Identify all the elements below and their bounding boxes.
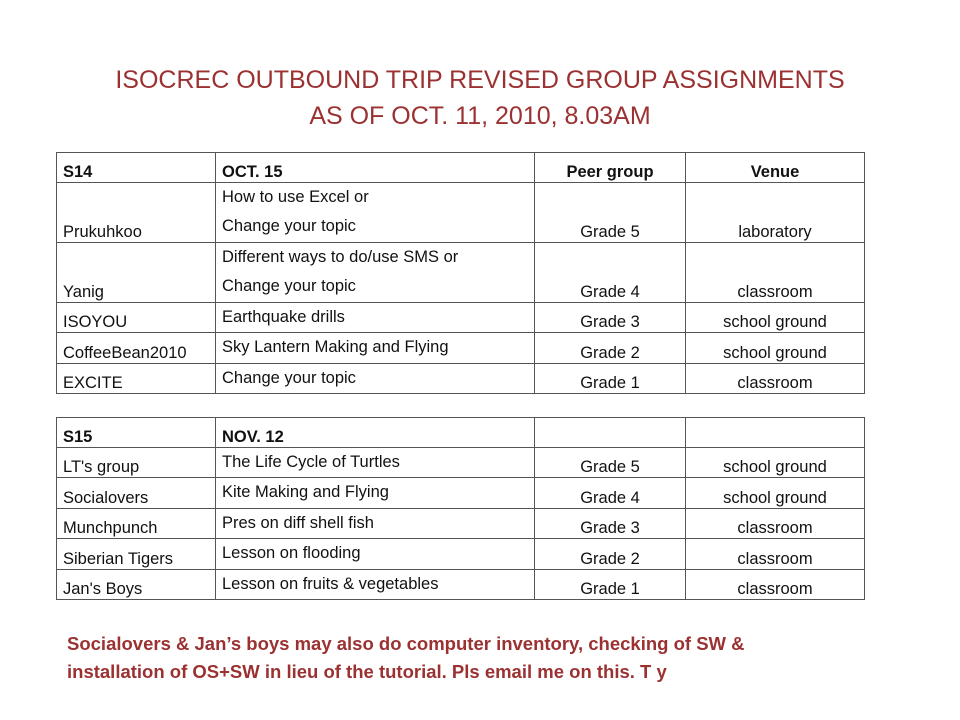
title-line-2: AS OF OCT. 11, 2010, 8.03AM <box>309 102 651 130</box>
table-row <box>57 363 865 394</box>
header-session: S14 <box>57 153 216 183</box>
header-peer-group: Peer group <box>535 153 686 183</box>
topic-cell <box>216 242 535 302</box>
page-title <box>20 62 940 134</box>
venue-cell: school ground <box>686 333 865 364</box>
header-venue <box>686 418 865 448</box>
topic-line: Lesson on flooding <box>222 544 361 562</box>
peer-group-cell: Grade 5 <box>535 182 686 242</box>
topic-cell <box>216 447 535 478</box>
group-name-cell: Prukuhkoo <box>57 182 216 242</box>
s15-assignments-table <box>56 417 865 600</box>
header-peer-group <box>535 418 686 448</box>
venue-cell: classroom <box>686 363 865 394</box>
topic-line: Lesson on fruits & vegetables <box>222 574 439 593</box>
table-row <box>57 508 865 539</box>
venue-cell: classroom <box>686 508 865 539</box>
topic-line: Earthquake drills <box>222 307 345 326</box>
header-date: NOV. 12 <box>216 418 535 448</box>
venue-cell: school ground <box>686 447 865 478</box>
group-name-cell: CoffeeBean2010 <box>57 333 216 364</box>
topic-cell <box>216 539 535 570</box>
table-row <box>57 447 865 478</box>
table-row <box>57 539 865 570</box>
topic-line: Change your topic <box>222 217 356 235</box>
topic-line: Pres on diff shell fish <box>222 513 374 532</box>
group-name-cell: Siberian Tigers <box>57 539 216 570</box>
venue-cell: classroom <box>686 569 865 600</box>
topic-cell <box>216 569 535 600</box>
topic-cell <box>216 302 535 333</box>
group-name-cell: Yanig <box>57 242 216 302</box>
peer-group-cell: Grade 2 <box>535 539 686 570</box>
peer-group-cell: Grade 1 <box>535 569 686 600</box>
table-row <box>57 242 865 302</box>
topic-line: Change your topic <box>222 368 356 387</box>
venue-cell: classroom <box>686 242 865 302</box>
group-name-cell: LT's group <box>57 447 216 478</box>
group-name-cell: Socialovers <box>57 478 216 509</box>
peer-group-cell: Grade 3 <box>535 302 686 333</box>
header-date: OCT. 15 <box>216 153 535 183</box>
peer-group-cell: Grade 4 <box>535 478 686 509</box>
table-header-row <box>57 418 865 448</box>
venue-cell: school ground <box>686 302 865 333</box>
table-row <box>57 333 865 364</box>
topic-line: The Life Cycle of Turtles <box>222 452 400 471</box>
peer-group-cell: Grade 4 <box>535 242 686 302</box>
table-row <box>57 182 865 242</box>
topic-line: Kite Making and Flying <box>222 483 389 501</box>
topic-line: Different ways to do/use SMS or <box>222 247 459 266</box>
peer-group-cell: Grade 2 <box>535 333 686 364</box>
peer-group-cell: Grade 5 <box>535 447 686 478</box>
group-name-cell: ISOYOU <box>57 302 216 333</box>
group-name-cell: Jan's Boys <box>57 569 216 600</box>
s14-assignments-table <box>56 152 865 394</box>
topic-cell <box>216 478 535 509</box>
table-header-row <box>57 153 865 183</box>
venue-cell: classroom <box>686 539 865 570</box>
venue-cell: school ground <box>686 478 865 509</box>
table-row <box>57 478 865 509</box>
note-line-2: installation of OS+SW in lieu of the tutorial. Pls email me on this. T y <box>67 661 667 682</box>
topic-cell <box>216 333 535 364</box>
title-line-1: ISOCREC OUTBOUND TRIP REVISED GROUP ASSIGNMENTS <box>115 66 845 94</box>
note-line-1: Socialovers & Jan’s boys may also do computer inventory, checking of SW & <box>67 633 745 654</box>
topic-line: Change your topic <box>222 277 356 295</box>
topic-line: Sky Lantern Making and Flying <box>222 338 449 356</box>
group-name-cell: Munchpunch <box>57 508 216 539</box>
group-name-cell: EXCITE <box>57 363 216 394</box>
topic-line: How to use Excel or <box>222 187 369 206</box>
table-row <box>57 569 865 600</box>
topic-cell <box>216 182 535 242</box>
table-row <box>57 302 865 333</box>
peer-group-cell: Grade 3 <box>535 508 686 539</box>
venue-cell: laboratory <box>686 182 865 242</box>
footer-note <box>67 630 927 686</box>
topic-cell <box>216 508 535 539</box>
topic-cell <box>216 363 535 394</box>
peer-group-cell: Grade 1 <box>535 363 686 394</box>
header-session: S15 <box>57 418 216 448</box>
header-venue: Venue <box>686 153 865 183</box>
